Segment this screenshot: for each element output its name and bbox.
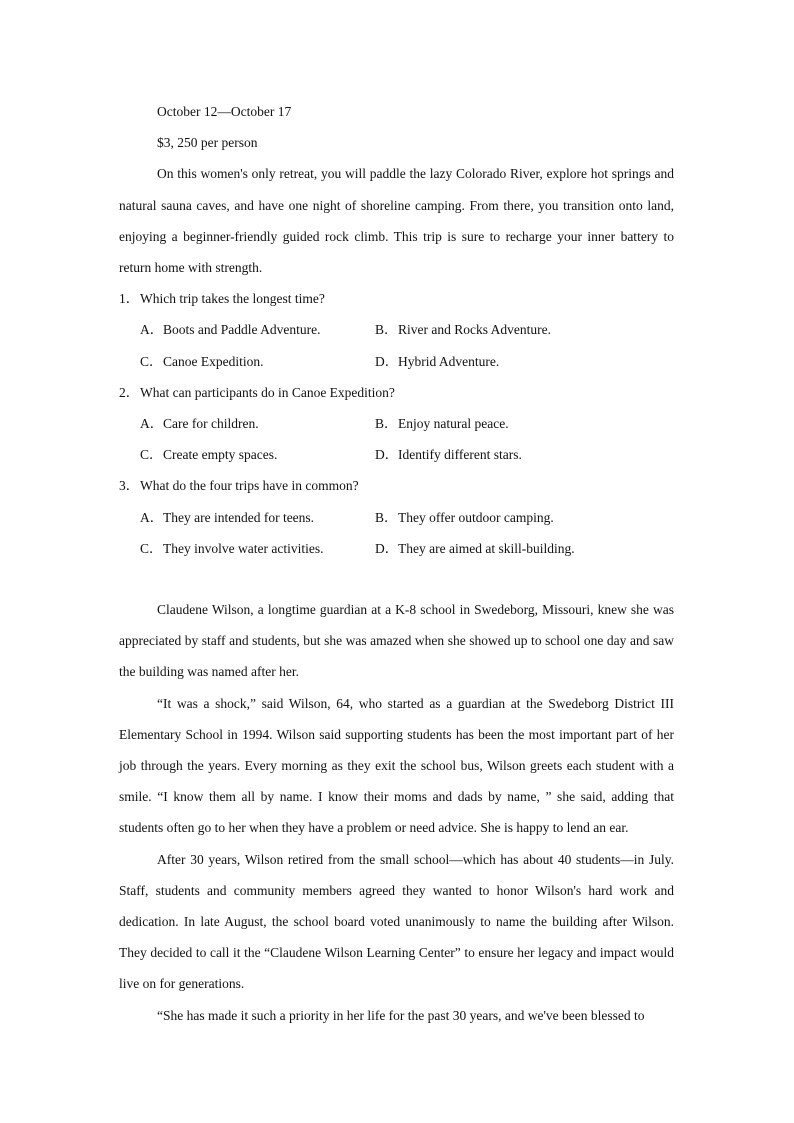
option-c[interactable]: C．They involve water activities. [140,540,324,556]
question-text: What can participants do in Canoe Expedition? [140,384,395,400]
article-paragraph: “It was a shock,” said Wilson, 64, who started as a guardian at the Swedeborg District III Elementary School in 1994. Wilson said supporting students has been the most important part of her job through the years. Every morning as they exit the school bus, Wilson greets each student with a smile. “I know them all by name. I know their moms and dads by name, ” she said, adding that students often go to her when they have a problem or need advice. She is happy to lend an ear. [119,695,674,836]
option-c[interactable]: C．Create empty spaces. [140,447,278,463]
option-a[interactable]: A．Boots and Paddle Adventure. [140,322,321,338]
question-text: What do the four trips have in common? [140,478,359,494]
trip-dates: October 12—October 17 [157,104,292,119]
option-d[interactable]: D．They are aimed at skill-building. [375,540,575,556]
question-number: 3． [119,478,140,494]
option-a[interactable]: A．Care for children. [140,416,259,432]
article-paragraph: Claudene Wilson, a longtime guardian at a K-8 school in Swedeborg, Missouri, knew she was appreciated by staff and students, but she was amazed when she showed up to school one day and saw the building was named after her. [119,602,674,680]
question-1 [119,283,674,377]
question-text: Which trip takes the longest time? [140,291,325,307]
question-2 [119,377,674,471]
trip-price: $3, 250 per person [157,135,258,151]
trip-description: On this women's only retreat, you will paddle the lazy Colorado River, explore hot springs and natural sauna caves, and have one night of shoreline camping. From there, you transition onto land, enjoying a beginner-friendly guided rock climb. This trip is sure to recharge your inner battery to return home with strength. [119,166,674,276]
option-b[interactable]: B．Enjoy natural peace. [375,416,509,432]
question-3 [119,470,674,564]
option-d[interactable]: D．Identify different stars. [375,447,522,463]
article-paragraph: After 30 years, Wilson retired from the small school—which has about 40 students—in July. Staff, students and community members agreed they wanted to honor Wilson's hard work and dedication. In late August, the school board voted unanimously to name the building after Wilson. They decided to call it the “Claudene Wilson Learning Center” to ensure her legacy and impact would live on for generations. [119,851,674,992]
option-b[interactable]: B．River and Rocks Adventure. [375,322,551,338]
question-number: 2． [119,384,140,400]
article-paragraph: “She has made it such a priority in her life for the past 30 years, and we've been blessed to [157,1007,645,1023]
article-section [119,594,674,1031]
option-d[interactable]: D．Hybrid Adventure. [375,353,500,369]
trip-section [119,96,674,564]
option-c[interactable]: C．Canoe Expedition. [140,353,264,369]
option-a[interactable]: A．They are intended for teens. [140,509,315,525]
question-number: 1． [119,291,140,307]
option-b[interactable]: B．They offer outdoor camping. [375,509,554,525]
